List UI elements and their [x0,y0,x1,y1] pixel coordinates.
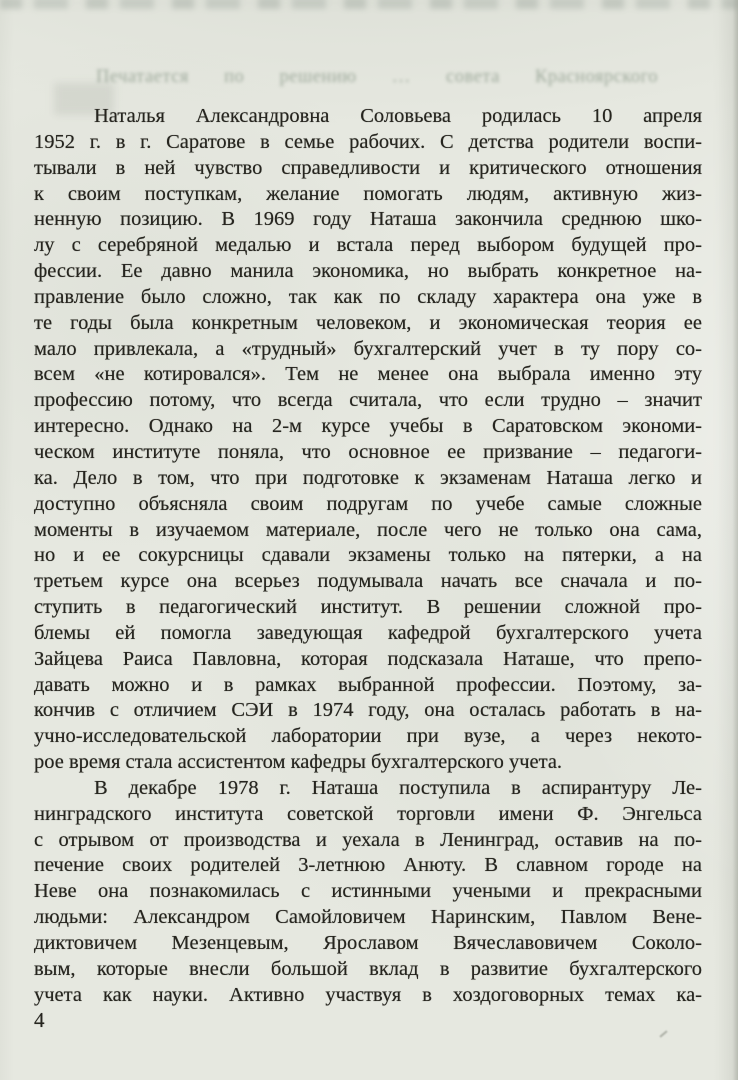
text-line: тывали в ней чувство справедливости и критического отношения [34,156,702,179]
text-line: кончив с отличием СЭИ в 1974 году, она осталась работать в на- [34,699,702,722]
text-line: мало привлекала, а «трудный» бухгалтерский учет в ту пору со- [34,337,702,360]
text-line: всем «не котировался». Тем не менее она выбрала именно эту [34,363,702,386]
text-line: но и ее сокурсницы сдавали экзамены только на пятерки, а на [34,544,702,567]
text-line: фессии. Ее давно манила экономика, но выбрать конкретное на- [34,260,702,283]
text-line: давать можно и в рамках выбранной профессии. Поэтому, за- [34,673,702,696]
text-line: учно-исследовательской лаборатории при вузе, а через некото- [34,725,702,748]
text-line: диктовичем Мезенцевым, Ярославом Вячеславовичем Соколо- [34,932,702,954]
text-line: В декабре 1978 г. Наташа поступила в аспирантуру Ле- [94,776,702,799]
text-line: Наталья Александровна Соловьева родилась 10 апреля [94,105,702,127]
page-number: 4 [34,1008,45,1032]
text-line: рое время стала ассистентом кафедры бухгалтерского учета. [34,751,563,774]
text-line: 1952 г. в г. Саратове в семье рабочих. С детства родители воспи- [34,130,702,153]
text-line: ненную позицию. В 1969 году Наташа закончила среднюю шко- [34,208,702,231]
text-line: те годы была конкретным человеком, и экономическая теория ее [34,311,702,334]
text-line: ческом институте поняла, что основное ее призвание – педагоги- [34,440,702,463]
text-line: доступно объясняла своим подругам по учебе самые сложные [34,492,702,515]
text-line: моменты в изучаемом материале, после чего не только она сама, [34,518,702,541]
text-line: к своим поступкам, желание помогать людям, активную жиз- [34,182,702,205]
ghost-bleedthrough-header-text: Печатается по решению … совета Красноярского [96,67,658,87]
text-line: интересно. Однако на 2-м курсе учебы в Саратовском экономи- [34,415,702,438]
text-line: людьми: Александром Самойловичем Наринским, Павлом Вене- [34,906,702,929]
text-line: блемы ей помогла заведующая кафедрой бухгалтерского учета [34,621,702,644]
text-line: ка. Дело в том, что при подготовке к экзаменам Наташа легко и [34,466,702,489]
text-line: Неве она познакомилась с истинными учеными и прекрасными [34,880,702,903]
text-line: с отрывом от производства и уехала в Ленинград, оставив на по- [34,828,702,851]
text-line: вым, которые внесли большой вклад в развитие бухгалтерского [34,957,702,980]
scan-top-bleedthrough-artifact [0,0,738,9]
text-line: учета как науки. Активно участвуя в хоздоговорных темах ка- [34,983,702,1006]
text-line: нинградского института советской торговли имени Ф. Энгельса [34,802,702,825]
text-line: ступить в педагогический институт. В решении сложной про- [34,596,702,619]
text-line: лу с серебряной медалью и встала перед выбором будущей про- [34,234,702,257]
body-text-block [34,104,702,1009]
page-edge-shadow [718,0,738,1080]
text-line: Зайцева Раиса Павловна, которая подсказала Наташе, что препо- [34,647,702,670]
text-line: правление было сложно, так как по складу характера она уже в [34,285,702,308]
text-line: третьем курсе она всерьез подумывала начать все сначала и по- [34,570,702,593]
scan-speck-artifact [659,1030,667,1037]
text-line: печение своих родителей 3-летнюю Анюту. В славном городе на [34,854,702,877]
text-line: профессию потому, что всегда считала, что если трудно – значит [34,389,702,412]
